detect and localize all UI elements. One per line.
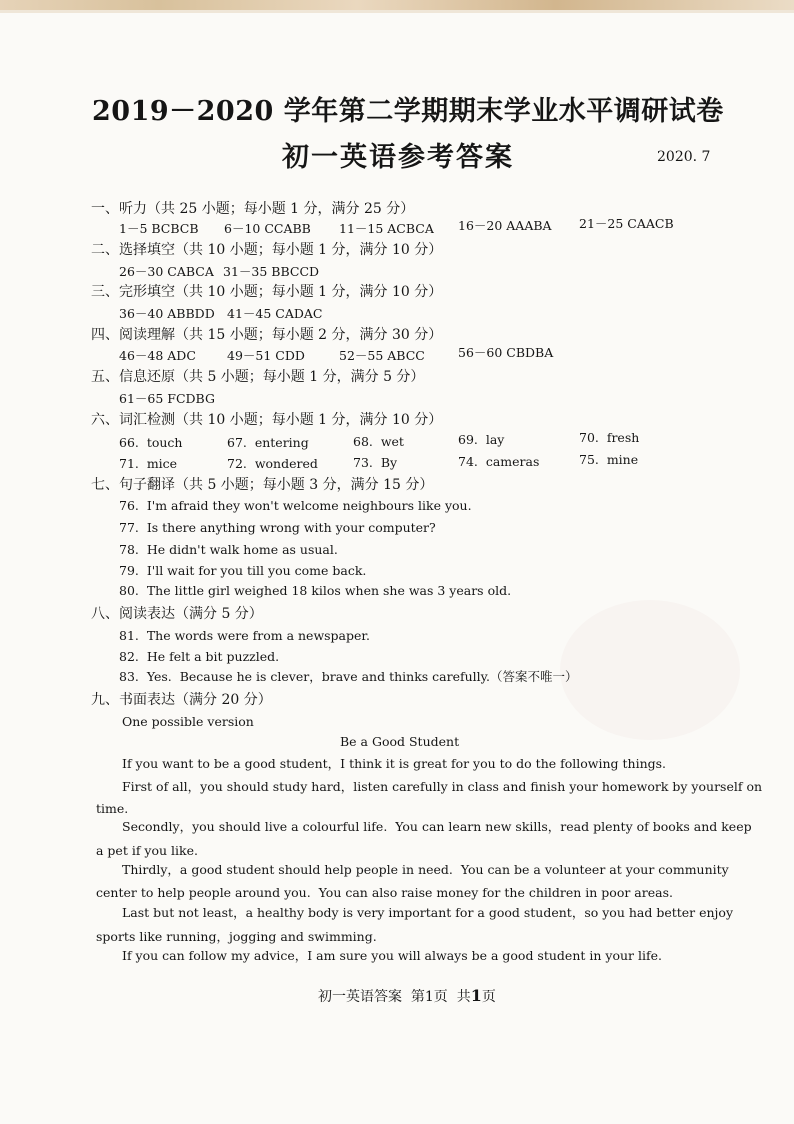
essay-paragraph: First of all，you should study hard，listen carefully in class and finish your homework by yourself on [122,779,763,794]
answer-group: 52－55 ABCC [339,348,425,363]
essay-paragraph: If you want to be a good student，I think it is great for you to do the following things. [122,756,667,771]
vocab-answer: 69. lay [458,432,505,447]
section-heading-info-restore: 五、信息还原（共 5 小题；每小题 1 分，满分 5 分） [91,369,425,385]
answer-group: 41－45 CADAC [227,306,323,321]
essay-paragraph: Secondly，you should live a colourful life. You can learn new skills，read plenty of books and keep [122,819,752,834]
footer-suffix: 页 [481,989,496,1005]
paper-stain [560,600,740,740]
section-heading-reading: 四、阅读理解（共 15 小题；每小题 2 分，满分 30 分） [91,327,443,343]
essay-paragraph: If you can follow my advice，I am sure you will always be a good student in your life. [122,948,662,963]
page-subtitle: 初一英语参考答案 [282,142,514,173]
reading-answer: 81. The words were from a newspaper. [119,628,370,643]
page-top-edge [0,0,794,10]
essay-paragraph: Thirdly，a good student should help people in need. You can be a volunteer at your community [122,862,729,877]
essay-note: One possible version [122,714,254,729]
answer-group: 49－51 CDD [227,348,305,363]
translation-answer: 79. I'll wait for you till you come back. [119,563,367,578]
translation-answer: 78. He didn't walk home as usual. [119,542,338,557]
essay-paragraph-cont: sports like running，jogging and swimming. [96,929,377,944]
vocab-answer: 66. touch [119,435,183,450]
section-heading-vocabulary: 六、词汇检测（共 10 小题；每小题 1 分，满分 10 分） [91,412,443,428]
footer-text: 初一英语答案 第1页 共 [318,989,471,1005]
section-heading-listening: 一、听力（共 25 小题；每小题 1 分，满分 25 分） [91,201,415,217]
essay-title: Be a Good Student [340,734,460,749]
translation-answer: 77. Is there anything wrong with your computer? [119,520,436,535]
answer-group: 6－10 CCABB [224,221,311,236]
answer-group: 36－40 ABBDD [119,306,215,321]
answer-group: 26－30 CABCA [119,264,214,279]
answer-group: 46－48 ADC [119,348,196,363]
answer-group: 56－60 CBDBA [458,345,554,360]
section-heading-writing: 九、书面表达（满分 20 分） [91,692,272,708]
translation-answer: 76. I'm afraid they won't welcome neighbours like you. [119,498,472,513]
answer-group: 21－25 CAACB [579,216,674,231]
section-heading-multiple-choice: 二、选择填空（共 10 小题；每小题 1 分，满分 10 分） [91,242,443,258]
essay-paragraph: Last but not least，a healthy body is very important for a good student，so you had better enjoy [122,905,734,920]
footer-page-total: 1 [470,986,482,1005]
vocab-answer: 68. wet [353,434,404,449]
answer-group: 31－35 BBCCD [223,264,320,279]
reading-answer: 83. Yes. Because he is clever，brave and thinks carefully.（答案不唯一） [119,669,578,684]
vocab-answer: 70. fresh [579,430,640,445]
section-heading-translation: 七、句子翻译（共 5 小题；每小题 3 分，满分 15 分） [91,477,434,493]
translation-answer: 80. The little girl weighed 18 kilos when she was 3 years old. [119,583,512,598]
answer-group: 16－20 AAABA [458,218,552,233]
answer-group: 1－5 BCBCB [119,221,199,236]
section-heading-cloze: 三、完形填空（共 10 小题；每小题 1 分，满分 10 分） [91,284,443,300]
page-footer [318,988,496,1004]
page-title: 2019－2020 学年第二学期期末学业水平调研试卷 [92,96,724,127]
vocab-answer: 72. wondered [227,456,318,471]
vocab-answer: 71. mice [119,456,178,471]
essay-paragraph-cont: a pet if you like. [96,843,198,858]
vocab-answer: 73. By [353,455,398,470]
vocab-answer: 75. mine [579,452,639,467]
essay-paragraph-cont: center to help people around you. You can also raise money for the children in poor areas. [96,885,673,900]
answer-group: 11－15 ACBCA [339,221,434,236]
reading-answer: 82. He felt a bit puzzled. [119,649,280,664]
exam-date: 2020. 7 [657,149,711,165]
vocab-answer: 67. entering [227,435,309,450]
essay-paragraph-cont: time. [96,801,129,816]
vocab-answer: 74. cameras [458,454,540,469]
section-heading-reading-expression: 八、阅读表达（满分 5 分） [91,606,263,622]
answer-group: 61－65 FCDBG [119,391,215,406]
